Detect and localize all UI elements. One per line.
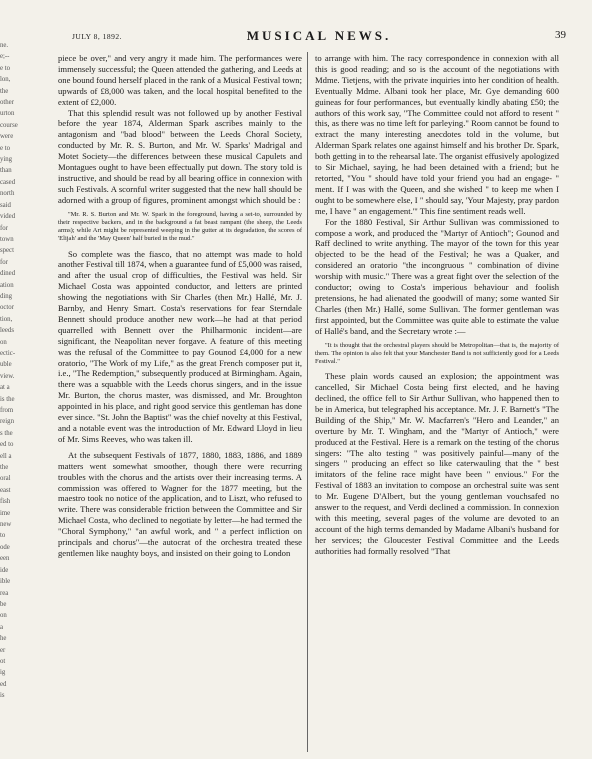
- gutter-fragment: e;--: [0, 53, 10, 61]
- gutter-fragment: from: [0, 407, 14, 414]
- gutter-fragment: new: [0, 521, 12, 529]
- gutter-fragment: is the: [0, 395, 15, 403]
- gutter-fragment: at a: [0, 384, 10, 392]
- gutter-fragment: ig: [0, 669, 6, 677]
- gutter-fragment: on: [0, 612, 7, 620]
- gutter-fragment: ot: [0, 657, 6, 665]
- gutter-fragment: fish: [0, 498, 11, 506]
- gutter-fragment: ectic-: [0, 349, 16, 357]
- gutter-fragment: cased: [0, 178, 16, 186]
- gutter-fragment: dined: [0, 270, 16, 278]
- gutter-fragment: ide: [0, 566, 9, 574]
- gutter-fragment: vided: [0, 213, 16, 221]
- gutter-fragment: ed to: [0, 441, 14, 449]
- right-column: [315, 53, 559, 557]
- gutter-fragment: octor: [0, 304, 14, 312]
- gutter-fragment: town: [0, 235, 14, 243]
- gutter-fragment: ell a: [0, 452, 12, 460]
- gutter-fragment: een: [0, 555, 10, 563]
- paragraph: That this splendid result was not followed up by another Festival before the year 1874, Alderman Spark ascribes mainly to the antagonism and "bad blood" between the Leeds Choral Society, conducted by Mr. R. S. Burton, and Mr. W. Sparks' Madrigal and Motet Society—the differences between these musical Capulets and Montagues ought to have been effectually put down. The story told is instructive, and should be read by all bearing office in connexion with such Festivals. A scornful writer suggested that the new hall should be adorned with a group of figures, prominent amongst which should be :: [58, 107, 302, 205]
- gutter-fragment: tion,: [0, 315, 13, 323]
- gutter-fragment: said: [0, 201, 11, 209]
- gutter-fragment: ne.: [0, 42, 9, 49]
- gutter-fragment: ode: [0, 543, 10, 551]
- gutter-fragment: a: [0, 623, 4, 631]
- gutter-fragment: lon,: [0, 76, 11, 84]
- issue-date: JULY 8, 1892.: [72, 32, 123, 41]
- gutter-fragment: be: [0, 600, 7, 608]
- gutter-fragment: course: [0, 121, 18, 129]
- paragraph: These plain words caused an explosion; the appointment was cancelled, Sir Michael Costa being first elected, and he having declined, the office fell to Sir Arthur Sullivan, who happened then to be in America, but telegraphed his acceptance. Mr. J. F. Barnett's "The Building of the Ship," Mr. W. Macfarren's "Hero and Leander," an overture by Mr. T. Wingham, and the "Martyr of Antioch," were produced at the Festival. Here is a remark on the testing of the chorus singers: "The alto testing " was positively painful—many of the singers " producing an effect so like caterwauling that the " best imitators of the feline race might have been " envious." For the Festival of 1883 an invitation to compose an orchestral suite was sent to Mr. Eugene D'Albert, but the young gentleman vouchsafed no answer to the request, and Verdi declined a commission. In connexion with this meeting, several pages of the volume are devoted to an account of the high terms demanded by Madame Albani's husband for her services; the Gloucester Festival Committee and the Leeds authorities had formally resolved "That: [315, 371, 559, 556]
- quoted-note: "Mr. R. S. Burton and Mr. W. Spark in the foreground, having a set-to, surrounded by their respective backers, and in the background a fat beast rampant (the sheep, the Leeds arms); while Art might be represented weeping in the gutter at its degradation, the scores of 'Elijah' and the 'May Queen' half buried in the mud.": [58, 210, 302, 243]
- gutter-fragment: ime: [0, 509, 11, 517]
- gutter-fragment: east: [0, 486, 11, 494]
- gutter-fragment: uble: [0, 361, 12, 369]
- gutter-fragment: for: [0, 258, 8, 266]
- gutter-fragment: than: [0, 167, 12, 175]
- gutter-fragment: ding: [0, 292, 13, 300]
- gutter-fragment: leeds: [0, 327, 14, 335]
- gutter-fragment: ible: [0, 578, 11, 586]
- gutter-fragment: view.: [0, 372, 15, 380]
- gutter-fragment: on: [0, 338, 7, 346]
- left-column: [58, 53, 302, 559]
- gutter-fragment: s the: [0, 429, 13, 437]
- paragraph: For the 1880 Festival, Sir Arthur Sullivan was commissioned to compose a work, and produced the "Martyr of Antioch"; Gounod and Raff declined to write anything. The mayor of the town for this year objected to be the head of the Festival; he was a Quaker, and considered an oratorio "the incongruous " combination of divine worship with music." There was a great fight over the selection of the conductor; owing to Costa's imperious behaviour and foolish pretensions, he had alienated the goodwill of many; some wanted Sir Charles (then Mr.) Hallé, some Sullivan. The former gentleman was first appointed, but the Committee was quite able to estimate the value of Hallé's band, and the Secretary wrote :—: [315, 216, 559, 336]
- gutter-fragment: were: [0, 133, 14, 141]
- gutter-fragment: he: [0, 635, 7, 643]
- gutter-fragment: spect: [0, 247, 14, 255]
- gutter-fragment: ying: [0, 156, 13, 164]
- gutter-fragment: er: [0, 646, 6, 654]
- gutter-fragment: reign: [0, 418, 14, 426]
- gutter-fragment: e to: [0, 144, 11, 152]
- paragraph: piece be over," and very angry it made him. The performances were immensely successful; the Queen attended the gathering, and Leeds at one bound found herself placed in the rank of a Musical Festival town; upwards of £8,000 was taken, and the local hospital benefited to the extent of £2,000.: [58, 53, 302, 107]
- gutter-fragment: urton: [0, 110, 15, 118]
- gutter-fragment: to: [0, 532, 6, 540]
- publication-title: MUSICAL NEWS.: [246, 28, 392, 43]
- quoted-note: "It is thought that the orchestral players should be Metropolitan—that is, the majority of them. The opinion is also felt that your Manchester Band is not sufficiently good for a Leeds Festival.": [315, 341, 559, 365]
- page-number: 39: [555, 29, 566, 41]
- gutter-fragment: rea: [0, 589, 9, 597]
- gutter-fragment: the: [0, 464, 9, 472]
- gutter-fragment: for: [0, 224, 8, 232]
- gutter-fragment: e to: [0, 64, 11, 72]
- gutter-fragment: is: [0, 692, 5, 700]
- paragraph: At the subsequent Festivals of 1877, 1880, 1883, 1886, and 1889 matters went somewhat smoother, though there were recurring troubles with the chorus and the artists over their increasing terms. A commission was offered to Wagner for the 1877 meeting, but the maestro took no notice of the application, and to Liszt, who refused to write. There was considerable friction between the Committee and Sir Michael Costa, who declined to negotiate by letter—he had termed the "Choral Symphony," "an awful work, and " a perfect infliction on principals and chorus"—the autocrat of the orchestra treated these gentlemen like naughty boys, and insisted on their going to London: [58, 449, 302, 558]
- gutter-fragment: the: [0, 87, 9, 95]
- gutter-fragment: ation: [0, 281, 14, 289]
- gutter-fragment: oral: [0, 475, 11, 483]
- gutter-fragment: ed: [0, 680, 7, 688]
- paragraph: So complete was the fiasco, that no attempt was made to hold another Festival till 1874, when a guarantee fund of £5,000 was raised, and after the usual crop of difficulties, the Festival was held. Sir Michael Costa was appointed conductor, and letters are printed showing the negotiations with Sir Charles (then Mr.) Hallé, Mr. J. Barnby, and Henry Smart. Costa's reservations for fear Sterndale Bennett should produce another new work—he had at that period quarrelled with Bennett over the Philharmonic incident—are significant, the Neapolitan never forgave. A feature of this meeting was the refusal of the Committee to pay Gounod £4,000 for a new oratorio, "The Work of my Life," as the great French composer put it, i.e., "The Redemption," subsequently produced at Birmingham. Again, there was a squabble with the Leeds chorus singers, and in the issue Mr. Burton, the chorus master, was dismissed, and Mr. Broughton appointed in his place, and right good service this gentleman has done ever since. "St. John the Baptist" was the chief novelty at this Festival, and a notable event was the introduction of Mr. Edward Lloyd in lieu of Mr. Sims Reeves, who was taken ill.: [58, 248, 302, 444]
- adjacent-page-gutter: [0, 40, 18, 755]
- column-divider: [307, 52, 308, 752]
- gutter-fragment: other: [0, 99, 14, 107]
- gutter-fragment: north: [0, 190, 15, 198]
- page-header: [58, 28, 580, 44]
- paragraph: to arrange with him. The racy correspondence in connexion with all this is good reading; and so is the account of the negotiations with Mdme. Tietjens, with the private inquiries into her condition of health. Eventually Mdme. Albani took her place, Mr. Gye demanding 600 guineas for four performances, but eventually kindly abating £50; the authors of this work say, "The Committee could not afford to resent " this, as there was no time left for parleying." Room cannot be found to extract the many interesting anecdotes told in the volume, but Alderman Spark relates one against himself and his brother Dr. Spark, both getting in to the rehearsal late. The organist effusively apologized to Sir Michael, saying, he had been detained with a friend; but he retorted, "You " should have told your friend you had an engage- " ment. If I was with the Queen, and she wished " to keep me when I ought to be somewhere else, I " should say, 'Your Majesty, pray pardon me, I have " an engagement.'" This fine sentiment reads well.: [315, 53, 559, 216]
